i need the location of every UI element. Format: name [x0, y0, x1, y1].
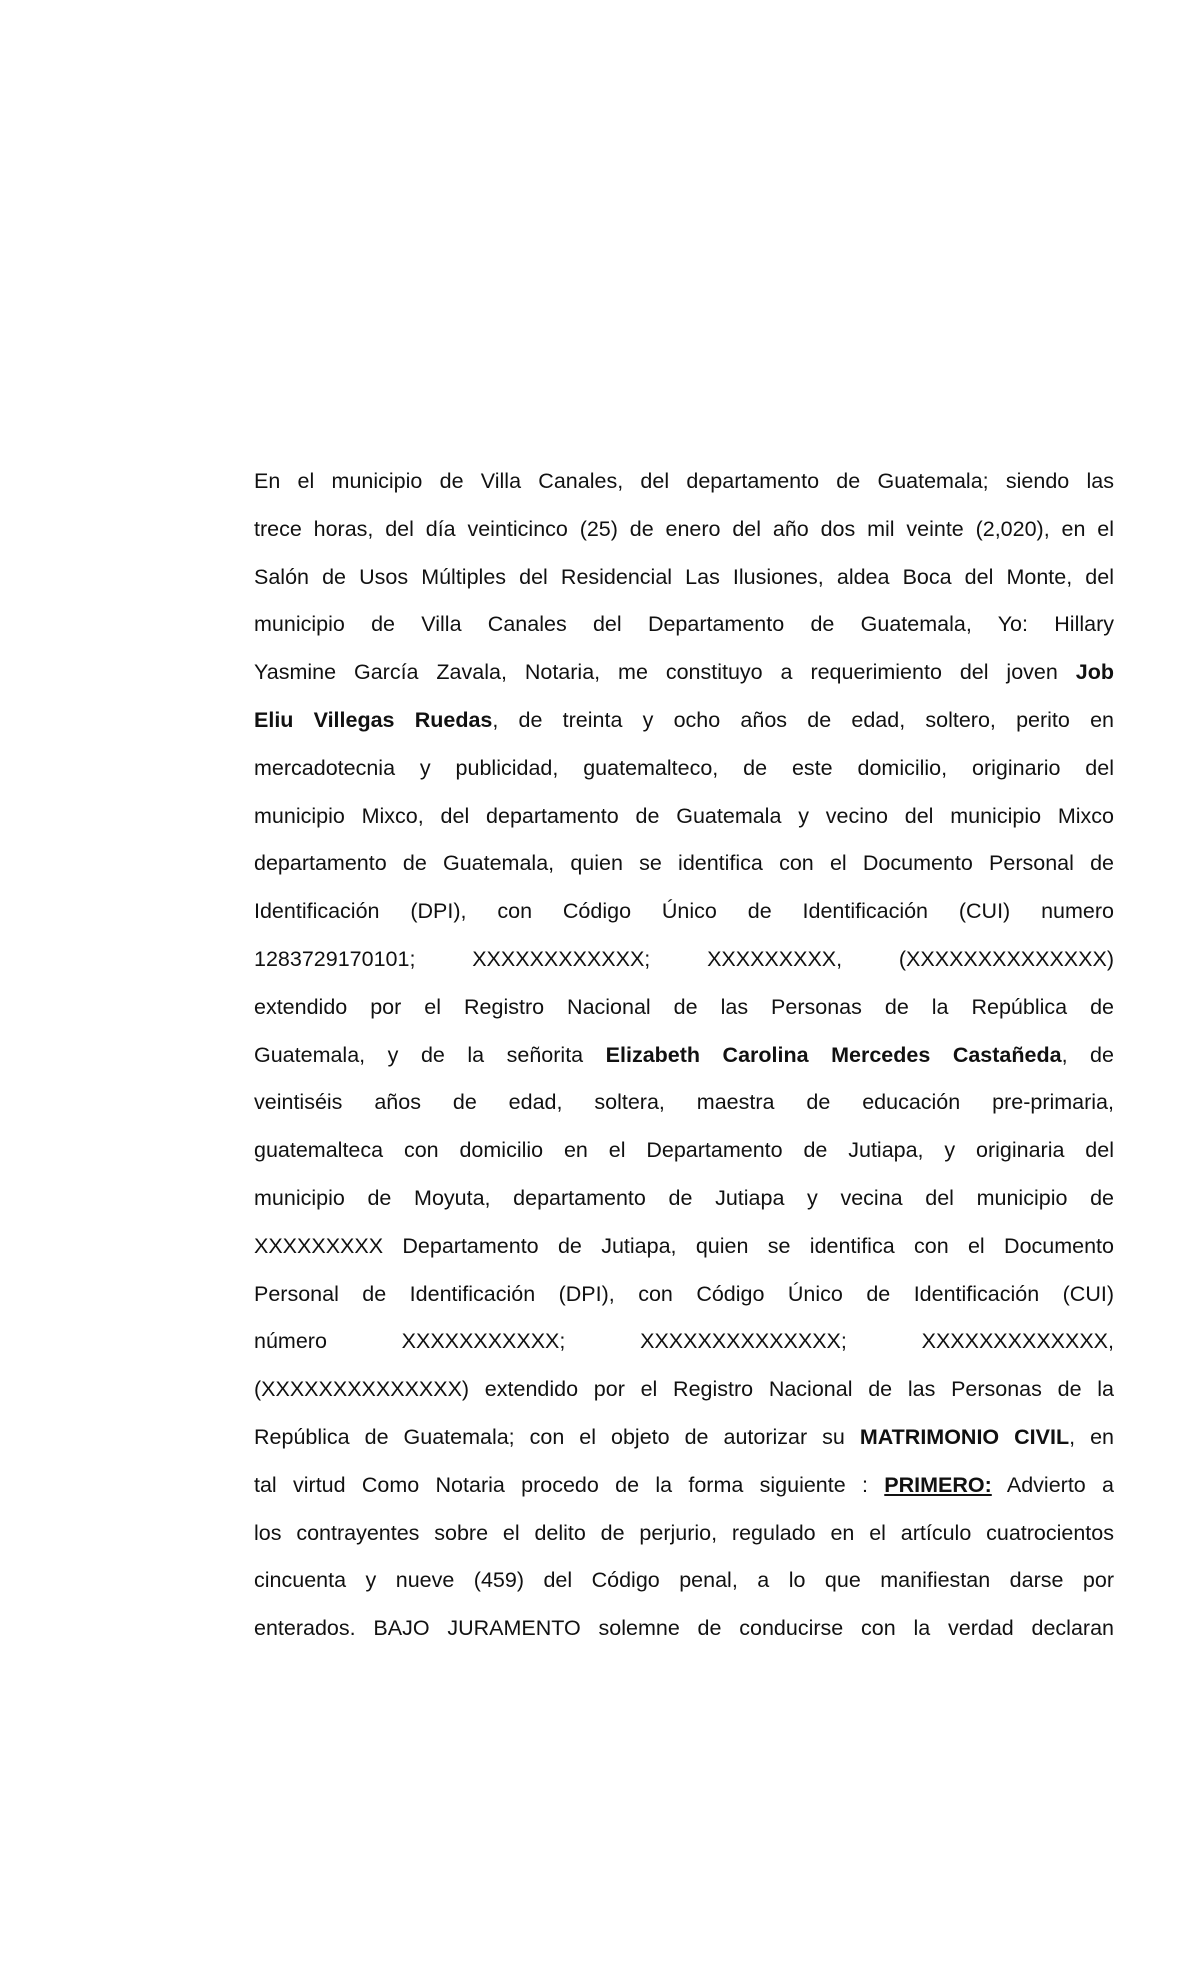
text-segment: , de treinta y ocho años de edad, soltero, perito en	[492, 707, 1114, 732]
text-segment: municipio de Moyuta, departamento de Jutiapa y vecina del municipio de	[254, 1185, 1114, 1210]
text-segment: Salón de Usos Múltiples del Residencial Las Ilusiones, aldea Boca del Monte, del	[254, 564, 1114, 589]
text-line	[254, 1032, 1114, 1080]
document-body	[254, 458, 1114, 1653]
bold-text: Eliu Villegas Ruedas	[254, 707, 493, 732]
text-segment: tal virtud Como Notaria procedo de la forma siguiente :	[254, 1472, 885, 1497]
bold-underlined-text: PRIMERO:	[884, 1472, 992, 1497]
text-segment: Yasmine García Zavala, Notaria, me constituyo a requerimiento del joven	[254, 660, 1076, 685]
text-line	[254, 1462, 1114, 1510]
text-line	[254, 649, 1114, 697]
text-segment: los contrayentes sobre el delito de perjurio, regulado en el artículo cuatrocientos	[254, 1520, 1114, 1545]
text-line	[254, 1223, 1114, 1271]
text-segment: número XXXXXXXXXXX; XXXXXXXXXXXXXX; XXXXXXXXXXXXX,	[254, 1329, 1114, 1354]
text-segment: 1283729170101; XXXXXXXXXXXX; XXXXXXXXX, (XXXXXXXXXXXXXX)	[254, 946, 1114, 971]
text-segment: departamento de Guatemala, quien se identifica con el Documento Personal de	[254, 851, 1114, 876]
text-line	[254, 697, 1114, 745]
text-segment: Personal de Identificación (DPI), con Código Único de Identificación (CUI)	[254, 1281, 1114, 1306]
text-line	[254, 1605, 1114, 1653]
text-segment: mercadotecnia y publicidad, guatemalteco, de este domicilio, originario del	[254, 755, 1114, 780]
text-line	[254, 1175, 1114, 1223]
text-segment: XXXXXXXXX Departamento de Jutiapa, quien se identifica con el Documento	[254, 1233, 1114, 1258]
text-segment: cincuenta y nueve (459) del Código penal, a lo que manifiestan darse por	[254, 1568, 1114, 1593]
text-line	[254, 840, 1114, 888]
text-segment: Advierto a	[991, 1472, 1114, 1497]
text-line	[254, 1557, 1114, 1605]
text-line	[254, 1271, 1114, 1319]
text-line	[254, 1510, 1114, 1558]
text-segment: , en	[1069, 1424, 1114, 1449]
text-line	[254, 601, 1114, 649]
text-line	[254, 1079, 1114, 1127]
text-line	[254, 458, 1114, 506]
text-segment: enterados. BAJO JURAMENTO solemne de conducirse con la verdad declaran	[254, 1616, 1114, 1641]
text-line	[254, 1127, 1114, 1175]
text-segment: En el municipio de Villa Canales, del departamento de Guatemala; siendo las	[254, 469, 1114, 493]
text-line	[254, 984, 1114, 1032]
text-line	[254, 936, 1114, 984]
text-line	[254, 554, 1114, 602]
text-line	[254, 1366, 1114, 1414]
text-segment: Identificación (DPI), con Código Único de Identificación (CUI) numero	[254, 899, 1114, 924]
text-line	[254, 1414, 1114, 1462]
text-line	[254, 1318, 1114, 1366]
bold-text: Elizabeth Carolina Mercedes Castañeda	[605, 1042, 1062, 1067]
bold-text: Job	[1075, 660, 1114, 685]
text-segment: municipio de Villa Canales del Departamento de Guatemala, Yo: Hillary	[254, 612, 1114, 637]
text-segment: veintiséis años de edad, soltera, maestra de educación pre-primaria,	[254, 1090, 1114, 1115]
text-segment: , de	[1061, 1042, 1114, 1067]
text-line	[254, 745, 1114, 793]
text-segment: (XXXXXXXXXXXXXX) extendido por el Registro Nacional de las Personas de la	[254, 1377, 1114, 1402]
text-line	[254, 888, 1114, 936]
text-segment: extendido por el Registro Nacional de las Personas de la República de	[254, 994, 1114, 1019]
text-segment: República de Guatemala; con el objeto de autorizar su	[254, 1424, 860, 1449]
text-segment: municipio Mixco, del departamento de Guatemala y vecino del municipio Mixco	[254, 803, 1114, 828]
text-segment: guatemalteca con domicilio en el Departamento de Jutiapa, y originaria del	[254, 1138, 1114, 1163]
text-line	[254, 793, 1114, 841]
text-segment: Guatemala, y de la señorita	[254, 1042, 606, 1067]
text-segment: trece horas, del día veinticinco (25) de enero del año dos mil veinte (2,020), en el	[254, 516, 1114, 541]
bold-text: MATRIMONIO CIVIL	[859, 1424, 1070, 1449]
text-line	[254, 506, 1114, 554]
